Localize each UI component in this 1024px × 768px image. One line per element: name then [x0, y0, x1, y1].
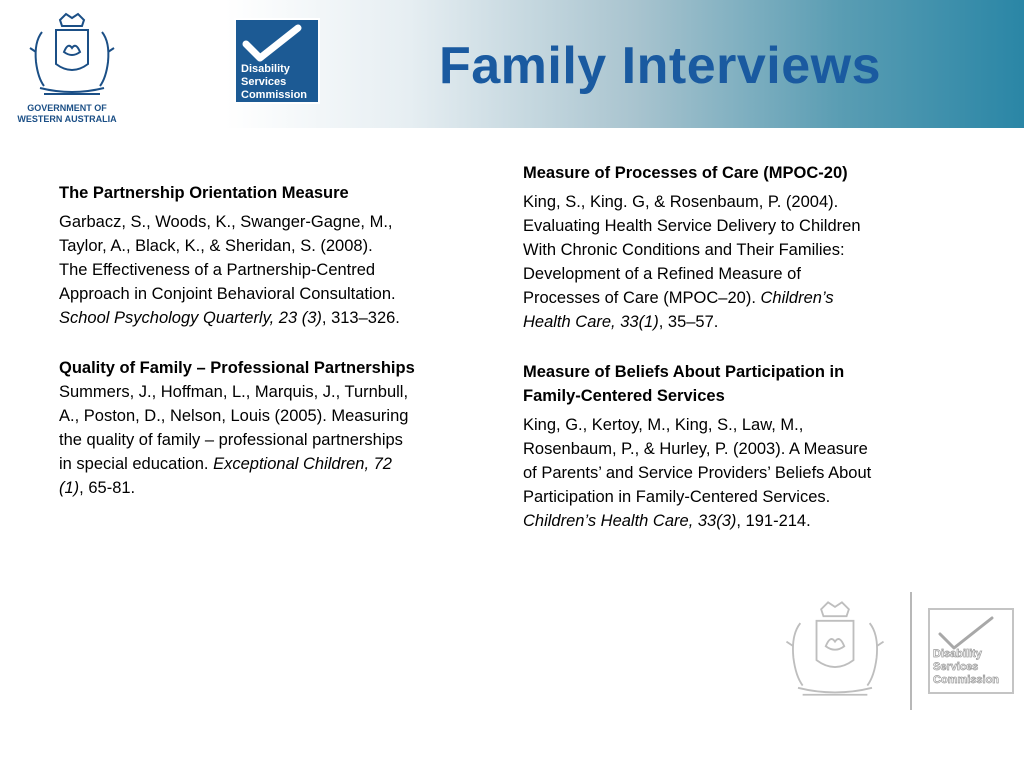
- reference-entry: [59, 181, 499, 330]
- footer-crest-icon: [776, 600, 894, 704]
- reference-title: Measure of Processes of Care (MPOC-20): [523, 164, 848, 182]
- reference-entry: [523, 360, 963, 533]
- disability-services-commission-logo: [234, 18, 320, 104]
- western-australia-crest-icon: [22, 12, 122, 102]
- header-banner: [0, 0, 1024, 128]
- right-reference-column: [523, 161, 963, 559]
- journal-name: School Psychology Quarterly, 23 (3): [59, 309, 322, 327]
- footer-dsc-logo: [928, 608, 1014, 694]
- footer-divider: [910, 592, 912, 710]
- reference-citation: Summers, J., Hoffman, L., Marquis, J., Turnbull, A., Poston, D., Nelson, Louis (2005). Measuring the quality of family – professional partnerships in special education. Exceptional Children, 72 (1), 65-81.: [59, 383, 409, 497]
- reference-citation: King, G., Kertoy, M., King, S., Law, M., Rosenbaum, P., & Hurley, P. (2003). A Measure of Parents’ and Service Providers’ Beliefs About Participation in Family-Centered Services. Children’s Health Care, 33(3), 191-214.: [523, 416, 872, 530]
- reference-citation: Garbacz, S., Woods, K., Swanger-Gagne, M., Taylor, A., Black, K., & Sheridan, S. (2008). The Effectiveness of a Partnership-Centred Approach in Conjoint Behavioral Consultation. School Psychology Quarterly, 23 (3), 313–326.: [59, 213, 400, 327]
- journal-name: Children’s Health Care, 33(3): [523, 512, 737, 530]
- reference-entry: [59, 356, 499, 500]
- page-title: Family Interviews: [438, 37, 882, 95]
- checkmark-icon: [240, 24, 304, 64]
- reference-entry: [523, 161, 963, 334]
- reference-title: Measure of Beliefs About Participation in Family-Centered Services: [523, 363, 845, 405]
- government-logo-text: GOVERNMENT OF WESTERN AUSTRALIA: [17, 103, 117, 124]
- logo-wordmark: Disability Services Commission: [241, 63, 308, 101]
- left-reference-column: [59, 181, 499, 526]
- reference-title: The Partnership Orientation Measure: [59, 184, 349, 202]
- journal-name: Children’s Health Care, 33(1): [523, 289, 834, 331]
- footer-logo-wordmark: Disability Services Commission: [933, 648, 1000, 686]
- reference-title: Quality of Family – Professional Partnerships: [59, 359, 415, 377]
- reference-citation: King, S., King. G, & Rosenbaum, P. (2004). Evaluating Health Service Delivery to Children With Chronic Conditions and Their Families: Development of a Refined Measure of Processes of Care (MPOC–20). Children’s Health Care, 33(1), 35–57.: [523, 193, 861, 331]
- journal-name: Exceptional Children, 72 (1): [59, 455, 392, 497]
